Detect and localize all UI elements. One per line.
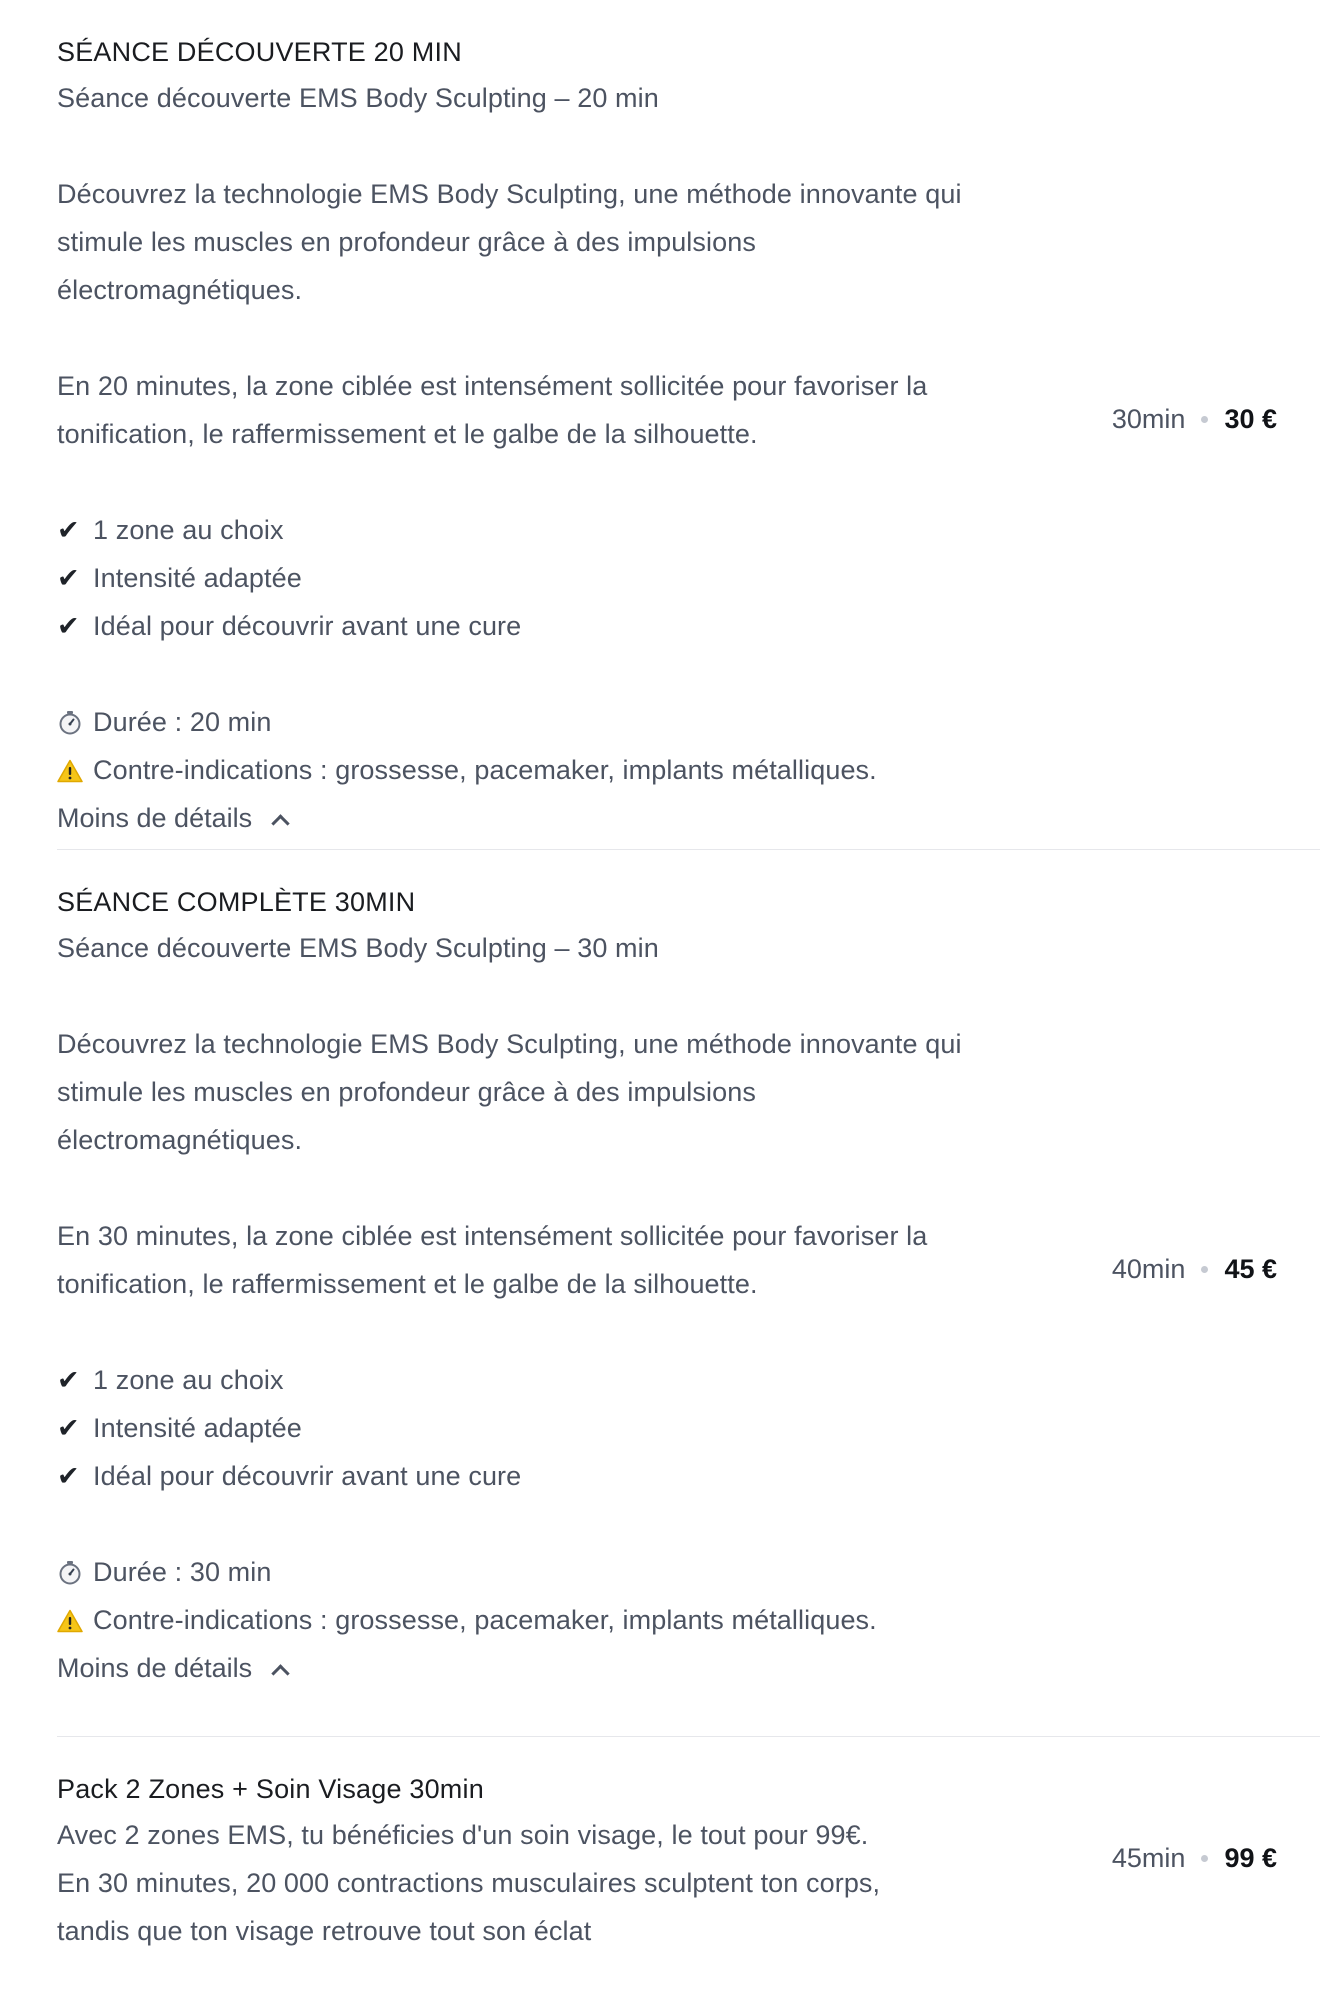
check-line — [57, 554, 1097, 602]
service-info — [57, 880, 1097, 1690]
check-icon: ✔ — [57, 1461, 80, 1491]
less-details-toggle[interactable] — [57, 796, 1097, 840]
description-line: électromagnétiques. — [57, 275, 303, 305]
service-subtitle: Séance découverte EMS Body Sculpting – 30 min — [57, 933, 659, 963]
duration-line — [57, 698, 1097, 746]
service-info — [57, 30, 1097, 840]
service-item[interactable] — [57, 1737, 1320, 1994]
service-duration: 30min — [1111, 404, 1186, 434]
service-price: 30 € — [1224, 404, 1277, 434]
check-text: 1 zone au choix — [93, 1365, 284, 1395]
service-title: SÉANCE COMPLÈTE 30MIN — [57, 887, 416, 917]
description-line: Découvrez la technologie EMS Body Sculpting, une méthode innovante qui — [57, 1029, 962, 1059]
check-icon: ✔ — [57, 563, 80, 593]
check-icon: ✔ — [57, 515, 80, 545]
toggle-label: Moins de détails — [57, 803, 253, 833]
chevron-up-icon — [271, 1664, 289, 1682]
blank-line — [57, 1500, 1097, 1548]
separator-dot — [1201, 416, 1208, 423]
separator-dot — [1201, 1266, 1208, 1273]
description-line: tandis que ton visage retrouve tout son éclat — [57, 1916, 592, 1946]
description-line: En 30 minutes, 20 000 contractions musculaires sculptent ton corps, — [57, 1868, 881, 1898]
stopwatch-icon — [57, 1548, 93, 1596]
service-meta — [1112, 1843, 1277, 1874]
description-line: Avec 2 zones EMS, tu bénéficies d'un soin visage, le tout pour 99€. — [57, 1820, 869, 1850]
service-duration: 45min — [1111, 1843, 1186, 1873]
check-text: Idéal pour découvrir avant une cure — [93, 1461, 522, 1491]
check-text: Intensité adaptée — [93, 1413, 302, 1443]
description-line: En 30 minutes, la zone ciblée est intensément sollicitée pour favoriser la — [57, 1221, 928, 1251]
description-line: En 20 minutes, la zone ciblée est intensément sollicitée pour favoriser la — [57, 371, 928, 401]
service-title: SÉANCE DÉCOUVERTE 20 MIN — [57, 37, 462, 67]
less-details-toggle[interactable] — [57, 1646, 1097, 1690]
blank-line — [57, 122, 1097, 170]
check-icon: ✔ — [57, 1365, 80, 1395]
service-info — [57, 1767, 1097, 1955]
chevron-up-icon — [271, 814, 289, 832]
check-text: 1 zone au choix — [93, 515, 284, 545]
service-item[interactable] — [57, 850, 1320, 1737]
check-icon: ✔ — [57, 1413, 80, 1443]
check-line — [57, 1404, 1097, 1452]
check-text: Idéal pour découvrir avant une cure — [93, 611, 522, 641]
separator-dot — [1201, 1855, 1208, 1862]
service-price: 45 € — [1224, 1254, 1277, 1284]
check-icon: ✔ — [57, 611, 80, 641]
description-line: Découvrez la technologie EMS Body Sculpting, une méthode innovante qui — [57, 179, 962, 209]
service-duration: 40min — [1111, 1254, 1186, 1284]
check-line — [57, 1452, 1097, 1500]
check-line — [57, 602, 1097, 650]
check-line — [57, 1356, 1097, 1404]
description-line: stimule les muscles en profondeur grâce à des impulsions — [57, 1077, 756, 1107]
warning-icon — [57, 1596, 93, 1644]
duration-text: Durée : 20 min — [93, 707, 272, 737]
toggle-label: Moins de détails — [57, 1653, 253, 1683]
duration-text: Durée : 30 min — [93, 1557, 272, 1587]
check-text: Intensité adaptée — [93, 563, 302, 593]
service-list — [57, 0, 1320, 1994]
warning-line — [57, 746, 1097, 794]
description-line: tonification, le raffermissement et le galbe de la silhouette. — [57, 1269, 758, 1299]
stopwatch-icon — [57, 698, 93, 746]
service-item[interactable] — [57, 0, 1320, 850]
service-meta — [1112, 404, 1277, 435]
blank-line — [57, 1164, 1097, 1212]
blank-line — [57, 314, 1097, 362]
service-title: Pack 2 Zones + Soin Visage 30min — [57, 1774, 484, 1804]
blank-line — [57, 650, 1097, 698]
description-line: tonification, le raffermissement et le galbe de la silhouette. — [57, 419, 758, 449]
service-meta — [1112, 1254, 1277, 1285]
warning-text: Contre-indications : grossesse, pacemaker, implants métalliques. — [93, 755, 877, 785]
warning-line — [57, 1596, 1097, 1644]
blank-line — [57, 458, 1097, 506]
check-line — [57, 506, 1097, 554]
description-line: électromagnétiques. — [57, 1125, 303, 1155]
service-subtitle: Séance découverte EMS Body Sculpting – 20 min — [57, 83, 659, 113]
blank-line — [57, 1308, 1097, 1356]
blank-line — [57, 972, 1097, 1020]
warning-text: Contre-indications : grossesse, pacemaker, implants métalliques. — [93, 1605, 877, 1635]
warning-icon — [57, 746, 93, 794]
description-line: stimule les muscles en profondeur grâce à des impulsions — [57, 227, 756, 257]
duration-line — [57, 1548, 1097, 1596]
service-price: 99 € — [1224, 1843, 1277, 1873]
